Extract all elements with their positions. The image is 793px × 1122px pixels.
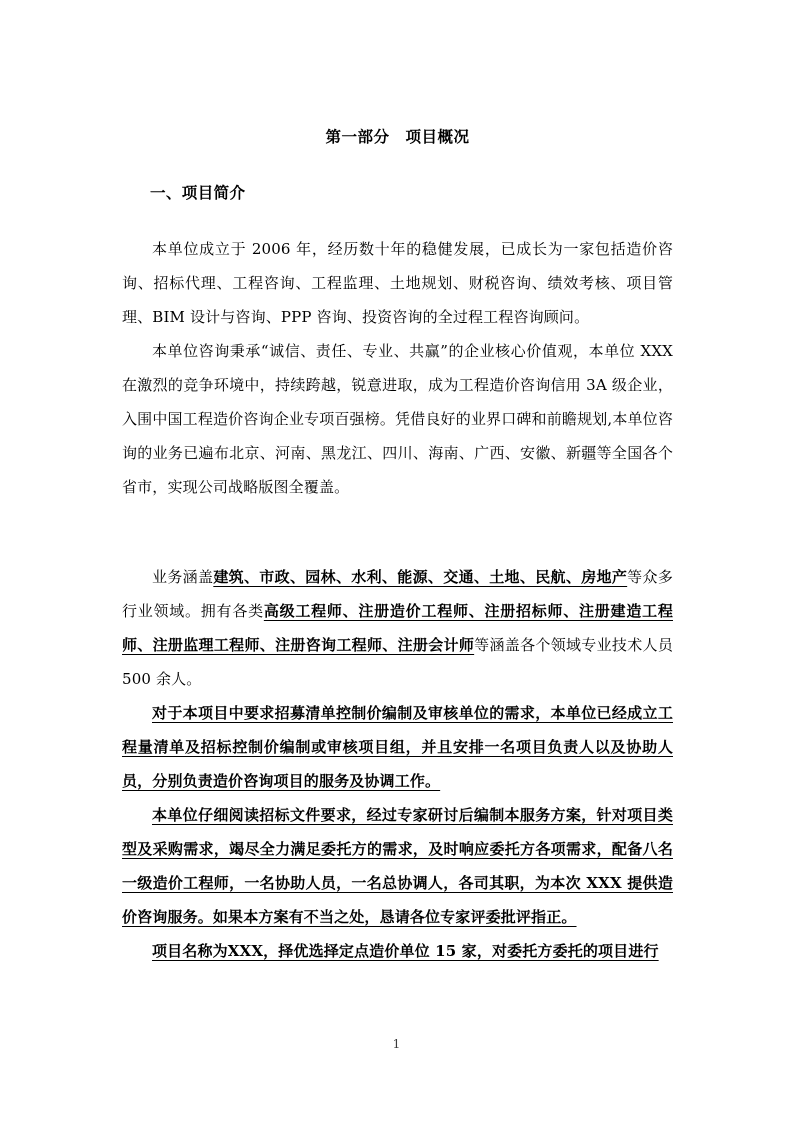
- paragraph-project-name: 项目名称为XXX，择优选择定点造价单位 15 家，对委托方委托的项目进行: [152, 942, 659, 960]
- text-run-plain-3: 等涵盖各个领域专业技术人员 500 余人。: [122, 636, 674, 688]
- paragraph-business-scope: [122, 560, 673, 696]
- paragraph-project-team: 对于本项目中要求招募清单控制价编制及审核单位的需求，本单位已经成立工程量清单及招标控制价编制或审核项目组，并且安排一名项目负责人以及协助人员，分别负责造价咨询项目的服务及协调工作。: [122, 704, 673, 790]
- paragraph-service-plan: 本单位仔细阅读招标文件要求，经过专家研讨后编制本服务方案，针对项目类型及采购需求，竭尽全力满足委托方的需求，及时响应委托方各项需求，配备八名一级造价工程师，一名协助人员，一名总协调人，各司其职，为本次 XXX 提供造价咨询服务。如果本方案有不当之处，恳请各位专家评委批评指正。: [122, 806, 673, 926]
- text-run-emphasis-industries: 建筑、市政、园林、水利、能源、交通、土地、民航、房地产: [213, 568, 628, 586]
- paragraph-core-values: 本单位咨询秉承“诚信、责任、专业、共赢”的企业核心价值观，本单位 XXX 在激烈的竞争环境中，持续跨越，锐意进取，成为工程造价咨询信用 3A 级企业，入围中国工程造价咨询企业专项百强榜。凭借良好的业界口碑和前瞻规划,本单位咨询的业务已遍布北京、河南、黑龙江、四川、海南、广西、安徽、新疆等全国各个省市，实现公司战略版图全覆盖。: [122, 342, 673, 496]
- text-run-plain-1: 业务涵盖: [152, 568, 214, 586]
- page-number: 1: [392, 1037, 401, 1051]
- text-run-plain-2: 等众多行业领域。拥有各类: [122, 568, 673, 620]
- text-run-emphasis-certifications: 高级工程师、注册造价工程师、注册招标师、注册建造工程师、注册监理工程师、注册咨询工程师、注册会计师: [122, 602, 673, 654]
- heading-spacer: [122, 210, 673, 232]
- page-title: 第一部分 项目概况: [325, 127, 470, 146]
- section-heading-project-intro: 一、项目简介: [150, 183, 246, 202]
- document-body: [122, 120, 673, 968]
- paragraph-gap: [122, 504, 673, 560]
- paragraph-company-overview: 本单位成立于 2006 年，经历数十年的稳健发展，已成长为一家包括造价咨询、招标代理、工程咨询、工程监理、土地规划、财税咨询、绩效考核、项目管理、BIM 设计与咨询、PPP 咨询、投资咨询的全过程工程咨询顾问。: [122, 240, 673, 326]
- title-spacer: [122, 154, 673, 176]
